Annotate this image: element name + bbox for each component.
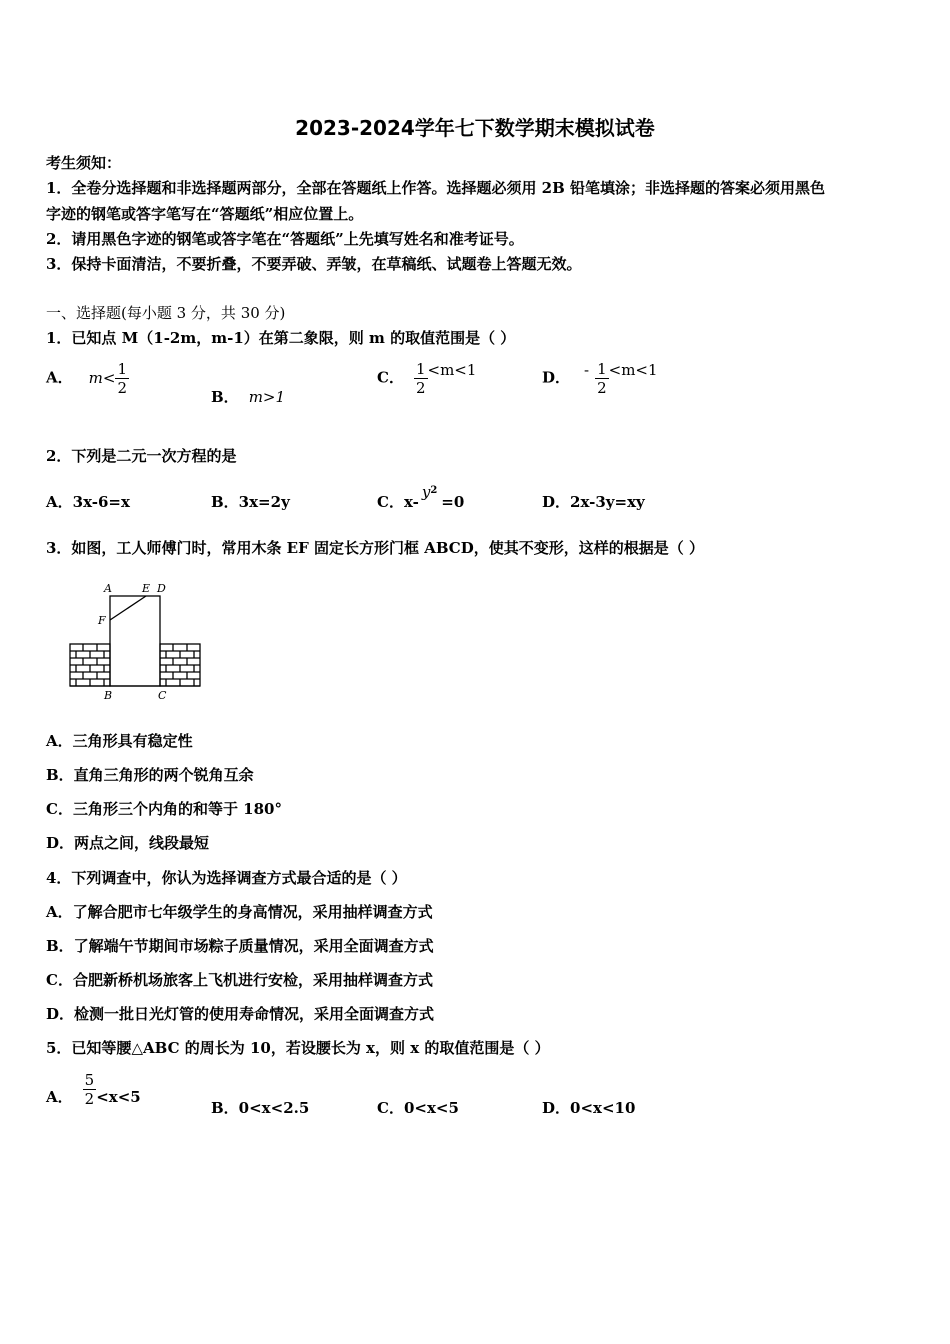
q1-c-fraction [414,360,428,397]
q4-option-d: D．检测一批日光灯管的使用寿命情况，采用全面调查方式 [46,1005,435,1023]
q1-d-fraction [595,360,609,397]
door-frame-figure [66,578,206,702]
q1-d-label: D． [542,368,571,387]
q3-option-b: B．直角三角形的两个锐角互余 [46,766,254,784]
notice-line-2: 2．请用黑色字迹的钢笔或答字笔在“答题纸”上先填写姓名和准考证号。 [46,230,524,248]
q1-a-label: A． [46,368,73,387]
door-frame-rect [110,596,160,686]
q3-stem: 3．如图，工人师傅门时，常用木条 EF 固定长方形门框 ABCD，使其不变形，这样的根据是（ ） [46,539,704,557]
notice-line-1: 1．全卷分选择题和非选择题两部分，全部在答题纸上作答。选择题必须用 2B 铅笔填涂；非选择题的答案必须用黑色 [46,179,826,197]
q5-a-fraction [83,1071,97,1108]
q1-c-label: C． [377,368,404,387]
label-b: B [104,689,113,702]
q1-d-den: 2 [597,379,607,397]
q1-c-den: 2 [415,379,426,397]
q2-c-post: =0 [441,493,465,511]
q4-option-c: C．合肥新桥机场旅客上飞机进行安检，采用抽样调查方式 [46,971,433,989]
q1-option-c [377,360,476,397]
brace-ef [110,596,146,620]
q1-a-den: 2 [117,379,127,397]
q2-option-b: B．3x=2y [211,493,290,511]
section-heading: 一、选择题(每小题 3 分，共 30 分) [46,304,286,322]
q5-option-d: D．0<x<10 [542,1099,636,1117]
label-c: C [158,689,167,702]
q2-option-c [377,483,465,512]
q4-stem: 4．下列调查中，你认为选择调查方式最合适的是（ ） [46,869,407,887]
q1-option-a [46,360,129,397]
q5-option-a [46,1071,141,1108]
q2-c-var: y [421,483,431,501]
q2-stem: 2．下列是二元一次方程的是 [46,447,237,465]
q5-a-den: 2 [84,1090,95,1108]
label-f: F [98,614,106,627]
q1-b-label: B． [211,388,239,406]
q1-b-text: m>1 [248,388,286,406]
q2-option-d: D．2x-3y=xy [542,493,645,511]
q1-stem: 1．已知点 M（1-2m，m-1）在第二象限，则 m 的取值范围是（ ） [46,329,516,347]
q5-a-post: <x<5 [96,1087,141,1106]
q3-option-d: D．两点之间，线段最短 [46,834,210,852]
q1-a-num: 1 [117,360,127,378]
label-a: A [104,582,112,595]
label-e: E [142,582,151,595]
label-d: D [157,582,166,595]
q1-d-pre: - [584,360,590,379]
q5-option-b: B．0<x<2.5 [211,1099,310,1117]
notice-line-1b: 字迹的钢笔或答字笔写在“答题纸”相应位置上。 [46,205,364,223]
q1-c-post: <m<1 [427,360,477,379]
q4-option-b: B．了解端午节期间市场粽子质量情况，采用全面调查方式 [46,937,434,955]
q5-a-num: 5 [84,1071,95,1089]
q1-d-post: <m<1 [608,360,658,379]
right-brick-wall [160,644,200,686]
q4-option-a: A．了解合肥市七年级学生的身高情况，采用抽样调查方式 [46,903,433,921]
q3-option-a: A．三角形具有稳定性 [46,732,193,750]
page-title: 2023-2024学年七下数学期末模拟试卷 [295,116,655,140]
q3-option-c: C．三角形三个内角的和等于 180° [46,800,282,818]
left-brick-wall [70,644,110,686]
notice-heading: 考生须知： [46,154,122,172]
q2-option-a: A．3x-6=x [46,493,130,511]
q2-c-exp: 2 [430,485,438,496]
q5-option-c: C．0<x<5 [377,1099,459,1117]
q1-d-num: 1 [597,360,607,378]
q1-c-num: 1 [415,360,426,378]
q5-a-label: A． [46,1087,73,1106]
q1-a-fraction [115,360,129,397]
q1-a-pre: m< [88,368,116,387]
notice-line-3: 3．保持卡面清洁，不要折叠，不要弄破、弄皱，在草稿纸、试题卷上答题无效。 [46,255,582,273]
q2-c-label: C．x- [377,493,419,511]
q1-option-d [542,360,658,397]
q5-stem: 5．已知等腰△ABC 的周长为 10，若设腰长为 x，则 x 的取值范围是（ ） [46,1039,550,1057]
q1-option-b [211,386,285,407]
